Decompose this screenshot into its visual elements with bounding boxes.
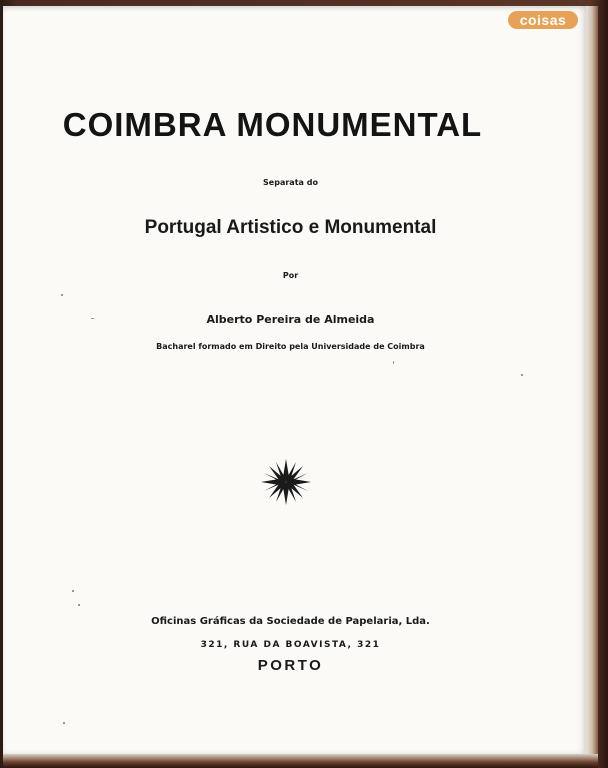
author-name: Alberto Pereira de Almeida — [206, 313, 375, 326]
paper-speck — [63, 722, 65, 724]
paper-speck — [78, 604, 80, 606]
paper-speck — [91, 318, 94, 319]
bottom-edge — [3, 754, 598, 768]
paper-speck — [72, 590, 74, 592]
book-subtitle: Portugal Artistico e Monumental — [144, 217, 437, 238]
paper-speck — [61, 294, 63, 296]
printer-address: 321, RUA DA BOAVISTA, 321 — [200, 640, 381, 650]
paper-speck — [393, 361, 394, 364]
page-edge — [586, 6, 598, 754]
separata-label: Separata do — [263, 178, 318, 187]
title-page — [3, 6, 586, 754]
publication-city: PORTO — [257, 657, 324, 674]
author-credentials: Bacharel formado em Direito pela Universidade de Coimbra — [156, 342, 425, 351]
diamond-star-ornament-icon — [261, 459, 311, 505]
book-title: COIMBRA MONUMENTAL — [62, 106, 483, 143]
watermark-logo: coisas — [508, 11, 578, 29]
por-label: Por — [282, 271, 299, 280]
printer-name: Oficinas Gráficas da Sociedade de Papelaria, Lda. — [151, 616, 430, 627]
paper-speck — [521, 374, 523, 376]
